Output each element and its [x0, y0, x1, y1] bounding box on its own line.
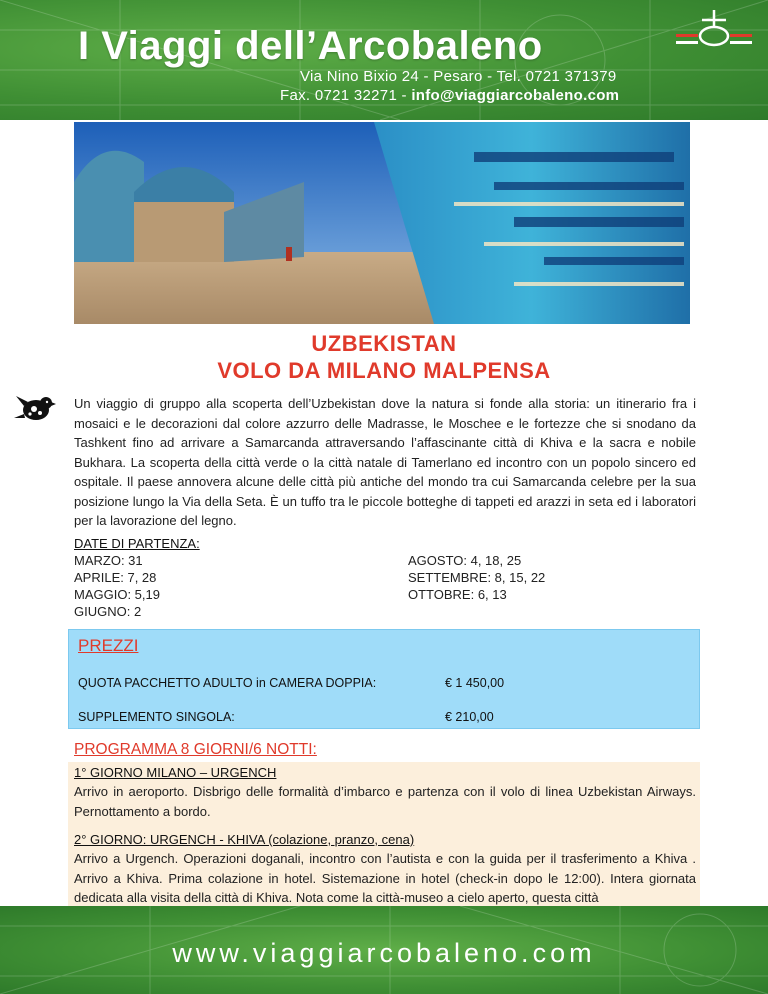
day-2-title: 2° GIORNO: URGENCH - KHIVA (colazione, pranzo, cena) — [74, 832, 415, 847]
price-value-single: € 210,00 — [445, 710, 494, 724]
footer-website-link[interactable]: www.viaggiarcobaleno.com — [172, 938, 596, 968]
prices-box — [68, 629, 700, 729]
intro-paragraph: Un viaggio di gruppo alla scoperta dell’Uzbekistan dove la natura si fonde alla storia: un itinerario fra i mosaici e le decorazioni dal colore azzurro delle Madrasse, le Moschee e le fortezze che si snodano da Tashkent fino ad arrivare a Samarcanda attraversando l’affascinante città di Khiva e la sacra e nobile Bukhara. La scoperta della città verde o la città natale di Tamerlano ed incontro con un popolo sincero ed ospitale. Il paese annovera alcune delle città più antiche del mondo tra cui Samarcanda celebre per la sua posizione lungo la Via della Seta. È un tuffo tra le piccole botteghe di tappeti ed arazzi in seta ed i laboratori per la lavorazione del legno. — [74, 396, 696, 528]
dates-heading: DATE DI PARTENZA: — [74, 536, 200, 551]
price-label-double: QUOTA PACCHETTO ADULTO in CAMERA DOPPIA: — [78, 676, 377, 690]
price-label-single: SUPPLEMENTO SINGOLA: — [78, 710, 235, 724]
airplane-icon — [672, 6, 756, 56]
destination-subtitle: VOLO DA MILANO MALPENSA — [217, 358, 551, 383]
contact-fax-email — [280, 87, 619, 104]
date-item: SETTEMBRE: 8, 15, 22 — [408, 570, 546, 585]
footer-banner — [0, 906, 768, 994]
date-item: OTTOBRE: 6, 13 — [408, 587, 507, 602]
bird-icon — [14, 388, 56, 428]
day-2-text: Arrivo a Urgench. Operazioni doganali, incontro con l’autista e con la guida per il trasferimento a Khiva . Arrivo a Khiva. Prima colazione in hotel. Sistemazione in hotel (check-in dopo le 12:00). Intera giornata dedicata alla visita della città di Khiva. Nota come la città-museo a cielo aperto, questa città — [74, 851, 696, 905]
destination-title: UZBEKISTAN — [311, 331, 457, 356]
date-item: GIUGNO: 2 — [74, 604, 142, 619]
dates-left-column — [74, 552, 160, 620]
date-item: APRILE: 7, 28 — [74, 570, 157, 585]
day-1-title: 1° GIORNO MILANO – URGENCH — [74, 765, 277, 780]
contact-email[interactable]: info@viaggiarcobaleno.com — [411, 87, 620, 104]
dates-right-column — [408, 552, 545, 603]
date-item: MARZO: 31 — [74, 553, 143, 568]
prices-heading: PREZZI — [78, 636, 139, 655]
program-box — [68, 762, 700, 924]
price-value-double: € 1 450,00 — [445, 676, 505, 690]
brand-title: I Viaggi dell’Arcobaleno — [78, 24, 543, 68]
date-item: AGOSTO: 4, 18, 25 — [408, 553, 522, 568]
day-1-text: Arrivo in aeroporto. Disbrigo delle formalità d’imbarco e partenza con il volo di linea Uzbekistan Airways. Pernottamento a bordo. — [74, 784, 696, 819]
header-banner — [0, 0, 768, 120]
contact-fax: Fax. 0721 32271 - — [280, 87, 412, 104]
date-item: MAGGIO: 5,19 — [74, 587, 160, 602]
hero-photo-samarkand — [74, 122, 690, 324]
program-heading: PROGRAMMA 8 GIORNI/6 NOTTI: — [74, 741, 317, 758]
contact-address: Via Nino Bixio 24 - Pesaro - Tel. 0721 371379 — [300, 68, 617, 85]
